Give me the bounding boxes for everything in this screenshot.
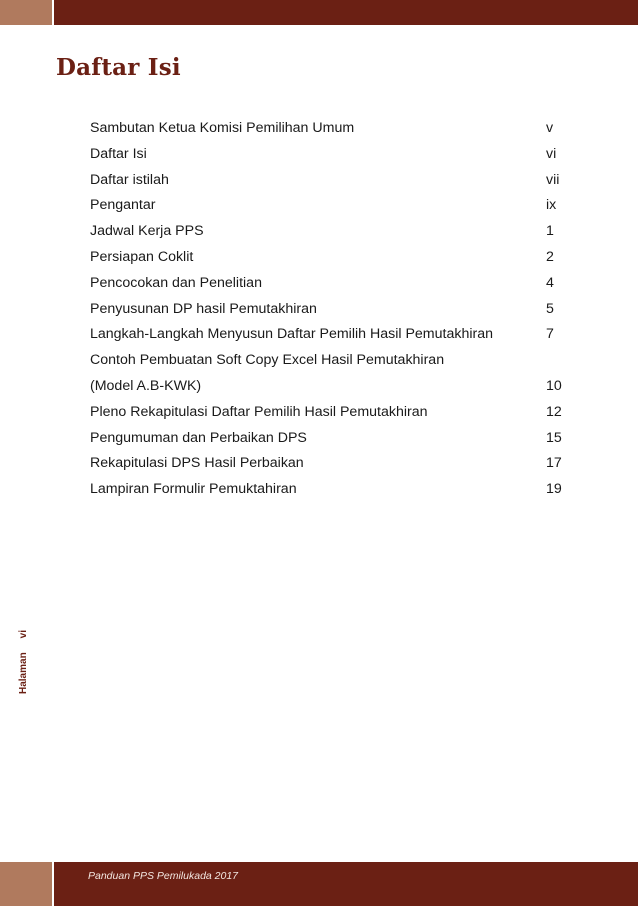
bottom-corner-block <box>0 862 54 906</box>
toc-entry-label: Pengumuman dan Perbaikan DPS <box>90 429 307 446</box>
toc-entry-page: vi <box>546 145 557 162</box>
toc-entry-label: Pencocokan dan Penelitian <box>90 274 262 291</box>
toc-entry-page: 7 <box>546 326 554 343</box>
toc-entry-page: 1 <box>546 223 554 240</box>
toc-entry-page: vii <box>546 171 560 188</box>
toc-entry-label: Pengantar <box>90 197 156 214</box>
top-header-bar <box>0 0 638 25</box>
toc-row[interactable] <box>90 374 570 400</box>
toc-entry-label: Penyusunan DP hasil Pemutakhiran <box>90 300 317 317</box>
toc-entry-label: Persiapan Coklit <box>90 248 194 265</box>
side-label-word: Halaman <box>18 652 29 694</box>
top-corner-block <box>0 0 54 25</box>
toc-row[interactable] <box>90 426 570 452</box>
toc-row[interactable] <box>90 348 570 374</box>
toc-row[interactable] <box>90 193 570 219</box>
toc-entry-page: 5 <box>546 300 554 317</box>
toc-entry-label: Daftar istilah <box>90 171 169 188</box>
toc-entry-label: Langkah-Langkah Menyusun Daftar Pemilih Hasil Pemutakhiran <box>90 326 493 343</box>
table-of-contents <box>90 116 570 503</box>
page-title: Daftar Isi <box>56 54 181 81</box>
toc-row[interactable] <box>90 451 570 477</box>
toc-entry-page: v <box>546 120 554 136</box>
toc-entry-page: 12 <box>546 403 562 420</box>
side-page-label <box>18 630 29 694</box>
footer-text: Panduan PPS Pemilukada 2017 <box>88 870 239 882</box>
toc-entry-page: 15 <box>546 429 562 446</box>
toc-entry-page: 19 <box>546 481 562 498</box>
toc-row[interactable] <box>90 116 570 142</box>
toc-entry-page: 2 <box>546 248 554 265</box>
toc-row[interactable] <box>90 142 570 168</box>
toc-row[interactable] <box>90 245 570 271</box>
toc-entry-label: Jadwal Kerja PPS <box>90 223 204 240</box>
toc-row[interactable] <box>90 400 570 426</box>
toc-row[interactable] <box>90 477 570 503</box>
footer-bar <box>0 862 638 906</box>
toc-entry-page: 10 <box>546 377 562 394</box>
toc-entry-label: Daftar Isi <box>90 145 147 162</box>
toc-entry-label: Pleno Rekapitulasi Daftar Pemilih Hasil Pemutakhiran <box>90 403 428 420</box>
toc-entry-label: (Model A.B-KWK) <box>90 377 202 394</box>
toc-row[interactable] <box>90 322 570 348</box>
toc-row[interactable] <box>90 168 570 194</box>
toc-entry-label: Contoh Pembuatan Soft Copy Excel Hasil Pemutakhiran <box>90 352 445 369</box>
toc-entry-label: Lampiran Formulir Pemuktahiran <box>90 481 297 498</box>
side-label-page: vi <box>18 629 29 639</box>
toc-entry-label: Rekapitulasi DPS Hasil Perbaikan <box>90 455 304 472</box>
toc-row[interactable] <box>90 271 570 297</box>
toc-entry-page: 4 <box>546 274 554 291</box>
toc-row[interactable] <box>90 219 570 245</box>
toc-row[interactable] <box>90 297 570 323</box>
toc-entry-label: Sambutan Ketua Komisi Pemilihan Umum <box>90 120 355 136</box>
left-margin-strip <box>0 25 52 862</box>
toc-entry-page: ix <box>546 197 557 214</box>
toc-entry-page: 17 <box>546 455 562 472</box>
